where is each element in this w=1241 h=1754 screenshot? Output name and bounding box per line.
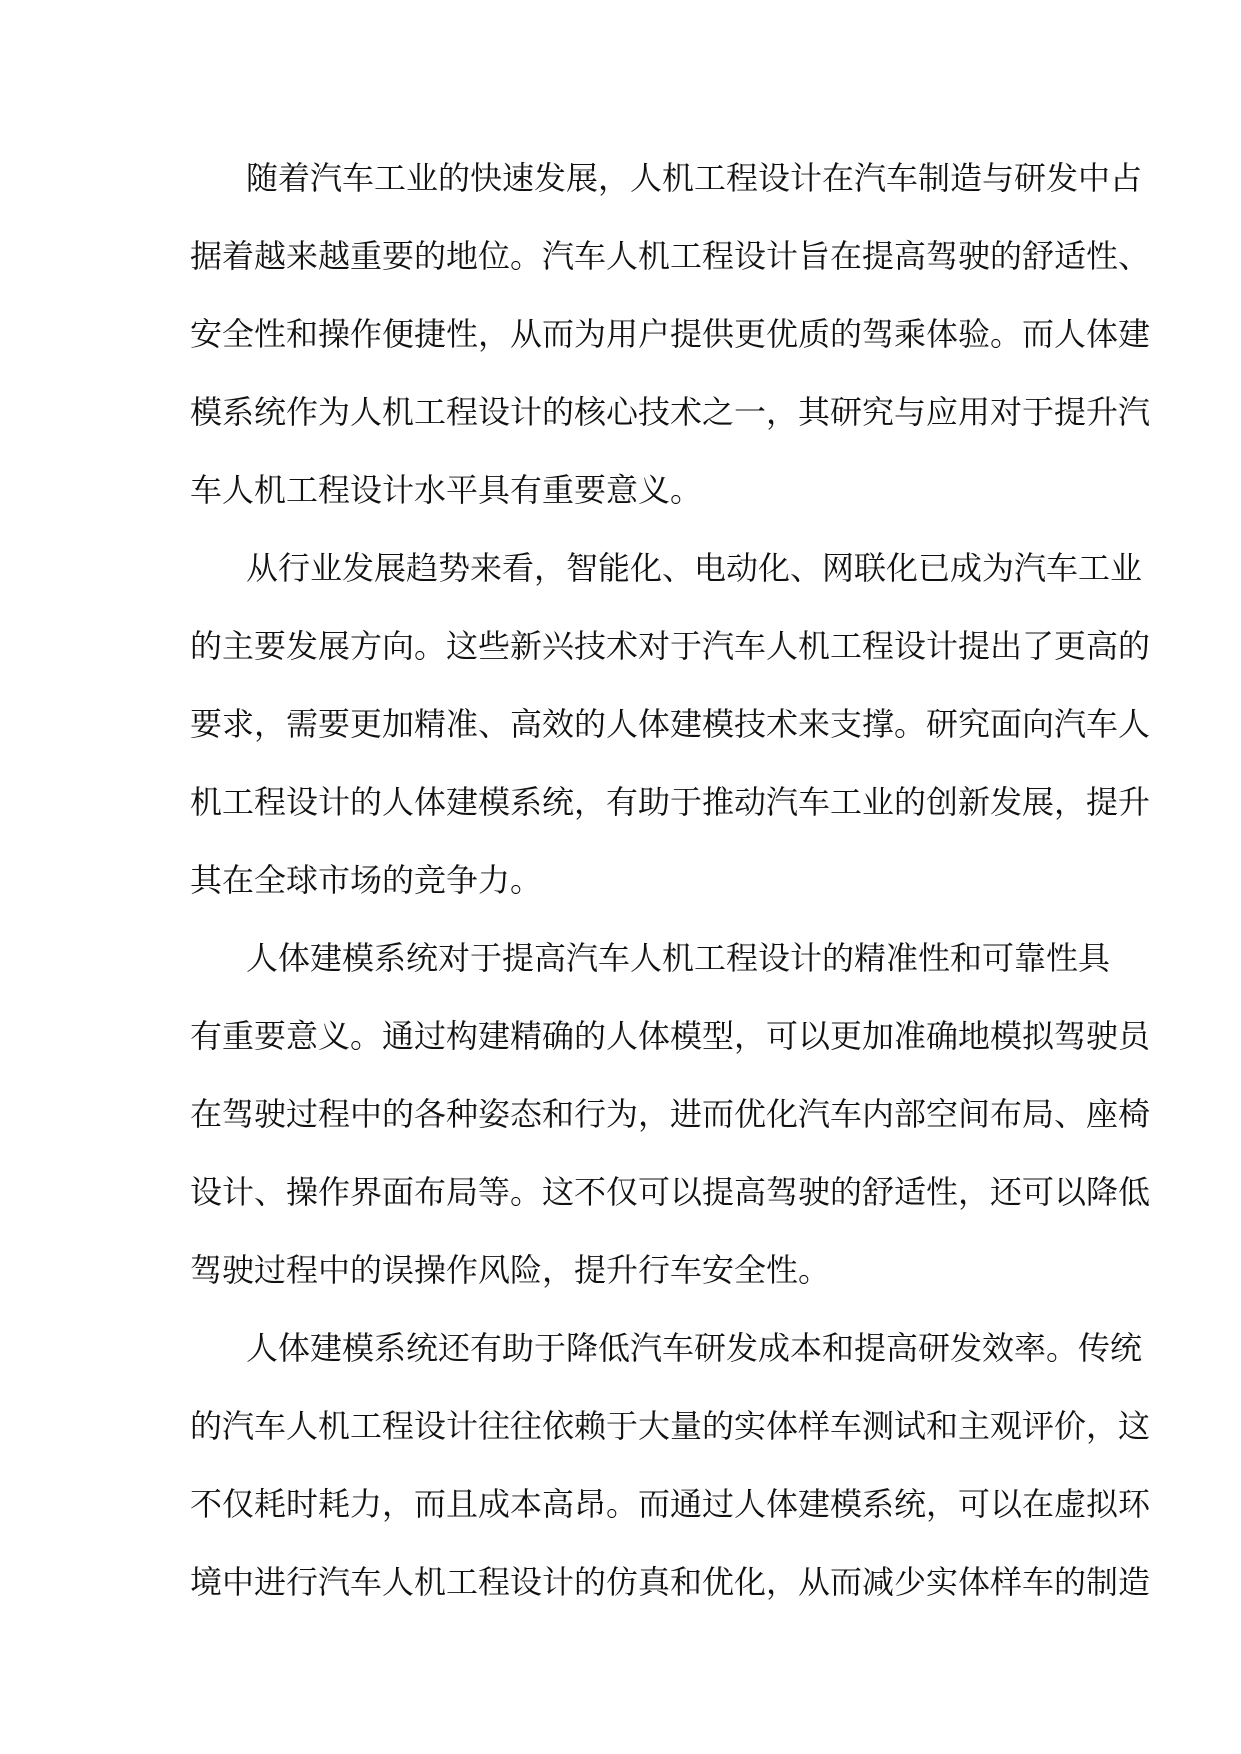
paragraph-3-line-1: 人体建模系统对于提高汽车人机工程设计的精准性和可靠性具 [246,939,1111,977]
paragraph-1-line-3: 安全性和操作便捷性，从而为用户提供更优质的驾乘体验。而人体建 [190,315,1151,353]
paragraph-4-line-4: 境中进行汽车人机工程设计的仿真和优化，从而减少实体样车的制造 [190,1563,1151,1601]
paragraph-2-line-1: 从行业发展趋势来看，智能化、电动化、网联化已成为汽车工业 [246,549,1143,587]
paragraph-1-line-4: 模系统作为人机工程设计的核心技术之一，其研究与应用对于提升汽 [190,393,1151,431]
body-text [190,148,1151,1630]
paragraph-3-line-3: 在驾驶过程中的各种姿态和行为，进而优化汽车内部空间布局、座椅 [190,1095,1151,1133]
paragraph-1-line-5: 车人机工程设计水平具有重要意义。 [190,471,703,509]
paragraph-2-line-4: 机工程设计的人体建模系统，有助于推动汽车工业的创新发展，提升 [190,783,1151,821]
paragraph-4-line-3: 不仅耗时耗力，而且成本高昂。而通过人体建模系统，可以在虚拟环 [190,1485,1151,1523]
paragraph-2-line-5: 其在全球市场的竞争力。 [190,861,543,899]
paragraph-2-line-3: 要求，需要更加精准、高效的人体建模技术来支撑。研究面向汽车人 [190,705,1151,743]
paragraph-3-line-2: 有重要意义。通过构建精确的人体模型，可以更加准确地模拟驾驶员 [190,1017,1151,1055]
paragraph-1-line-2: 据着越来越重要的地位。汽车人机工程设计旨在提高驾驶的舒适性、 [190,237,1151,275]
paragraph-3-line-4: 设计、操作界面布局等。这不仅可以提高驾驶的舒适性，还可以降低 [190,1173,1151,1211]
paragraph-4-line-2: 的汽车人机工程设计往往依赖于大量的实体样车测试和主观评价，这 [190,1407,1151,1445]
paragraph-4-line-1: 人体建模系统还有助于降低汽车研发成本和提高研发效率。传统 [246,1329,1143,1367]
paragraph-3-line-5: 驾驶过程中的误操作风险，提升行车安全性。 [190,1251,831,1289]
paragraph-1-line-1: 随着汽车工业的快速发展，人机工程设计在汽车制造与研发中占 [246,159,1143,197]
paragraph-2-line-2: 的主要发展方向。这些新兴技术对于汽车人机工程设计提出了更高的 [190,627,1151,665]
